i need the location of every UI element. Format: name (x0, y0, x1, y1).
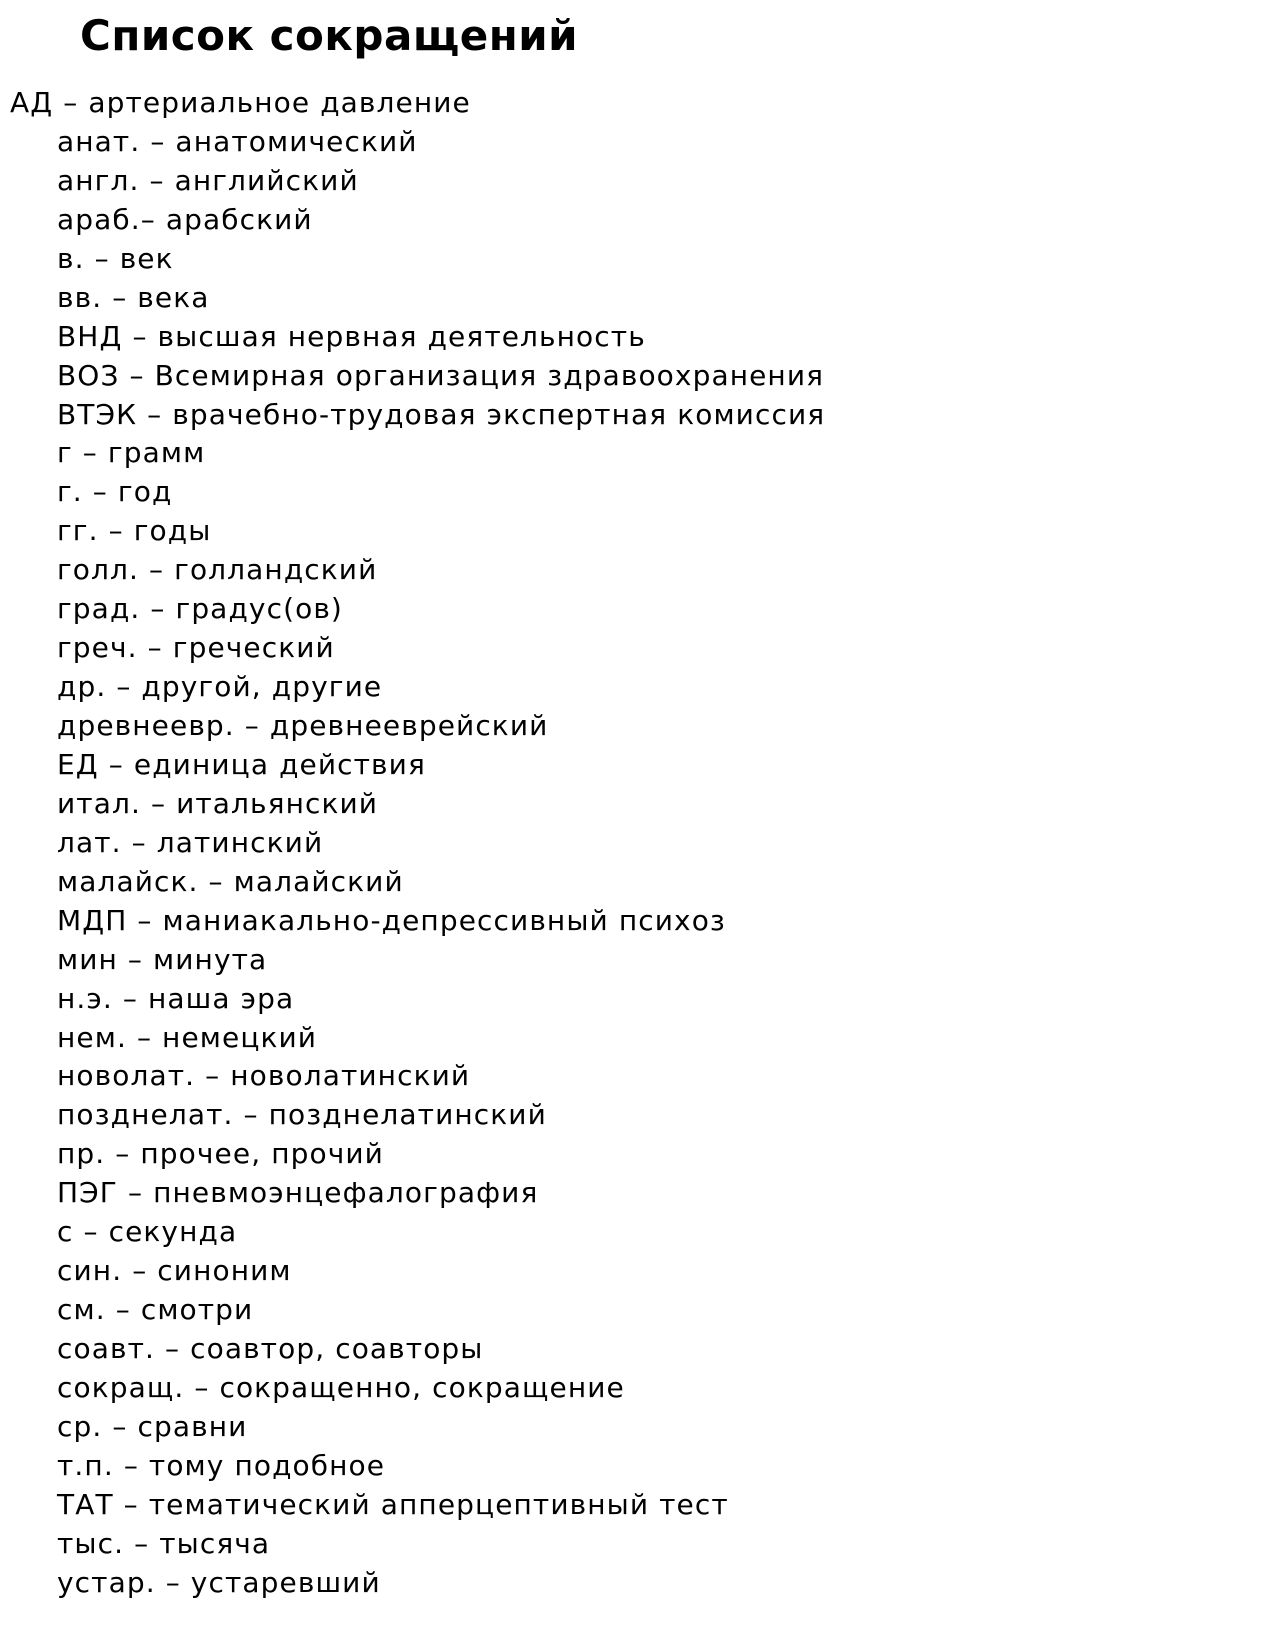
abbreviation-entry: голл. – голландский (57, 553, 378, 587)
abbreviation-entry: тыс. – тысяча (57, 1526, 271, 1560)
abbreviation-entry: г. – год (57, 475, 173, 509)
abbreviation-entry: н.э. – наша эра (57, 981, 295, 1015)
abbreviation-entry: араб.– арабский (57, 202, 313, 236)
abbreviation-entry: анат. – анатомический (57, 124, 418, 158)
abbreviation-entry: мин – минута (57, 942, 268, 976)
abbreviation-entry: англ. – английский (57, 163, 359, 197)
abbreviation-entry: вв. – века (57, 280, 210, 314)
abbreviation-entry: в. – век (57, 241, 174, 275)
abbreviation-entry: устар. – устаревший (57, 1565, 381, 1599)
abbreviation-entry: ЕД – единица действия (57, 747, 426, 781)
abbreviation-entry: град. – градус(ов) (57, 592, 343, 626)
abbreviation-entry: ВНД – высшая нервная деятельность (57, 319, 646, 353)
abbreviation-entry: малайск. – малайский (57, 864, 404, 898)
abbreviation-entry: соавт. – соавтор, соавторы (57, 1332, 484, 1365)
abbreviation-entry: ВТЭК – врачебно-трудовая экспертная комиссия (57, 397, 826, 431)
abbreviation-entry: гг. – годы (57, 514, 212, 548)
abbreviation-entry: т.п. – тому подобное (57, 1448, 386, 1482)
abbreviation-entry: син. – синоним (57, 1254, 292, 1288)
abbreviation-entry: МДП – маниакально-депрессивный психоз (57, 903, 726, 937)
abbreviation-entry: сокращ. – сокращенно, сокращение (57, 1370, 625, 1404)
abbreviation-entry: древнеевр. – древнееврейский (57, 709, 549, 742)
abbreviation-entry: ВОЗ – Всемирная организация здравоохранения (57, 358, 825, 392)
abbreviation-entry: ПЭГ – пневмоэнцефалография (57, 1176, 539, 1210)
abbreviation-list (0, 84, 825, 1603)
abbreviation-entry: ср. – сравни (57, 1409, 248, 1443)
abbreviation-entry: греч. – греческий (57, 631, 335, 665)
abbreviation-entry: г – грамм (57, 436, 206, 470)
abbreviation-entry: пр. – прочее, прочий (57, 1137, 384, 1171)
abbreviation-entry: с – секунда (57, 1215, 238, 1249)
abbreviation-entry: ТАТ – тематический апперцептивный тест (57, 1487, 729, 1521)
abbreviation-entry: см. – смотри (57, 1293, 254, 1327)
abbreviation-entry: лат. – латинский (57, 825, 324, 859)
page-title: Список сокращений (80, 11, 579, 60)
abbreviation-entry: итал. – итальянский (57, 786, 379, 820)
abbreviation-entry: др. – другой, другие (57, 670, 383, 704)
abbreviation-entry: новолат. – новолатинский (57, 1059, 471, 1093)
abbreviation-entry: АД – артериальное давление (10, 86, 471, 119)
abbreviation-entry: нем. – немецкий (57, 1020, 318, 1054)
abbreviation-entry: позднелат. – позднелатинский (57, 1098, 547, 1132)
